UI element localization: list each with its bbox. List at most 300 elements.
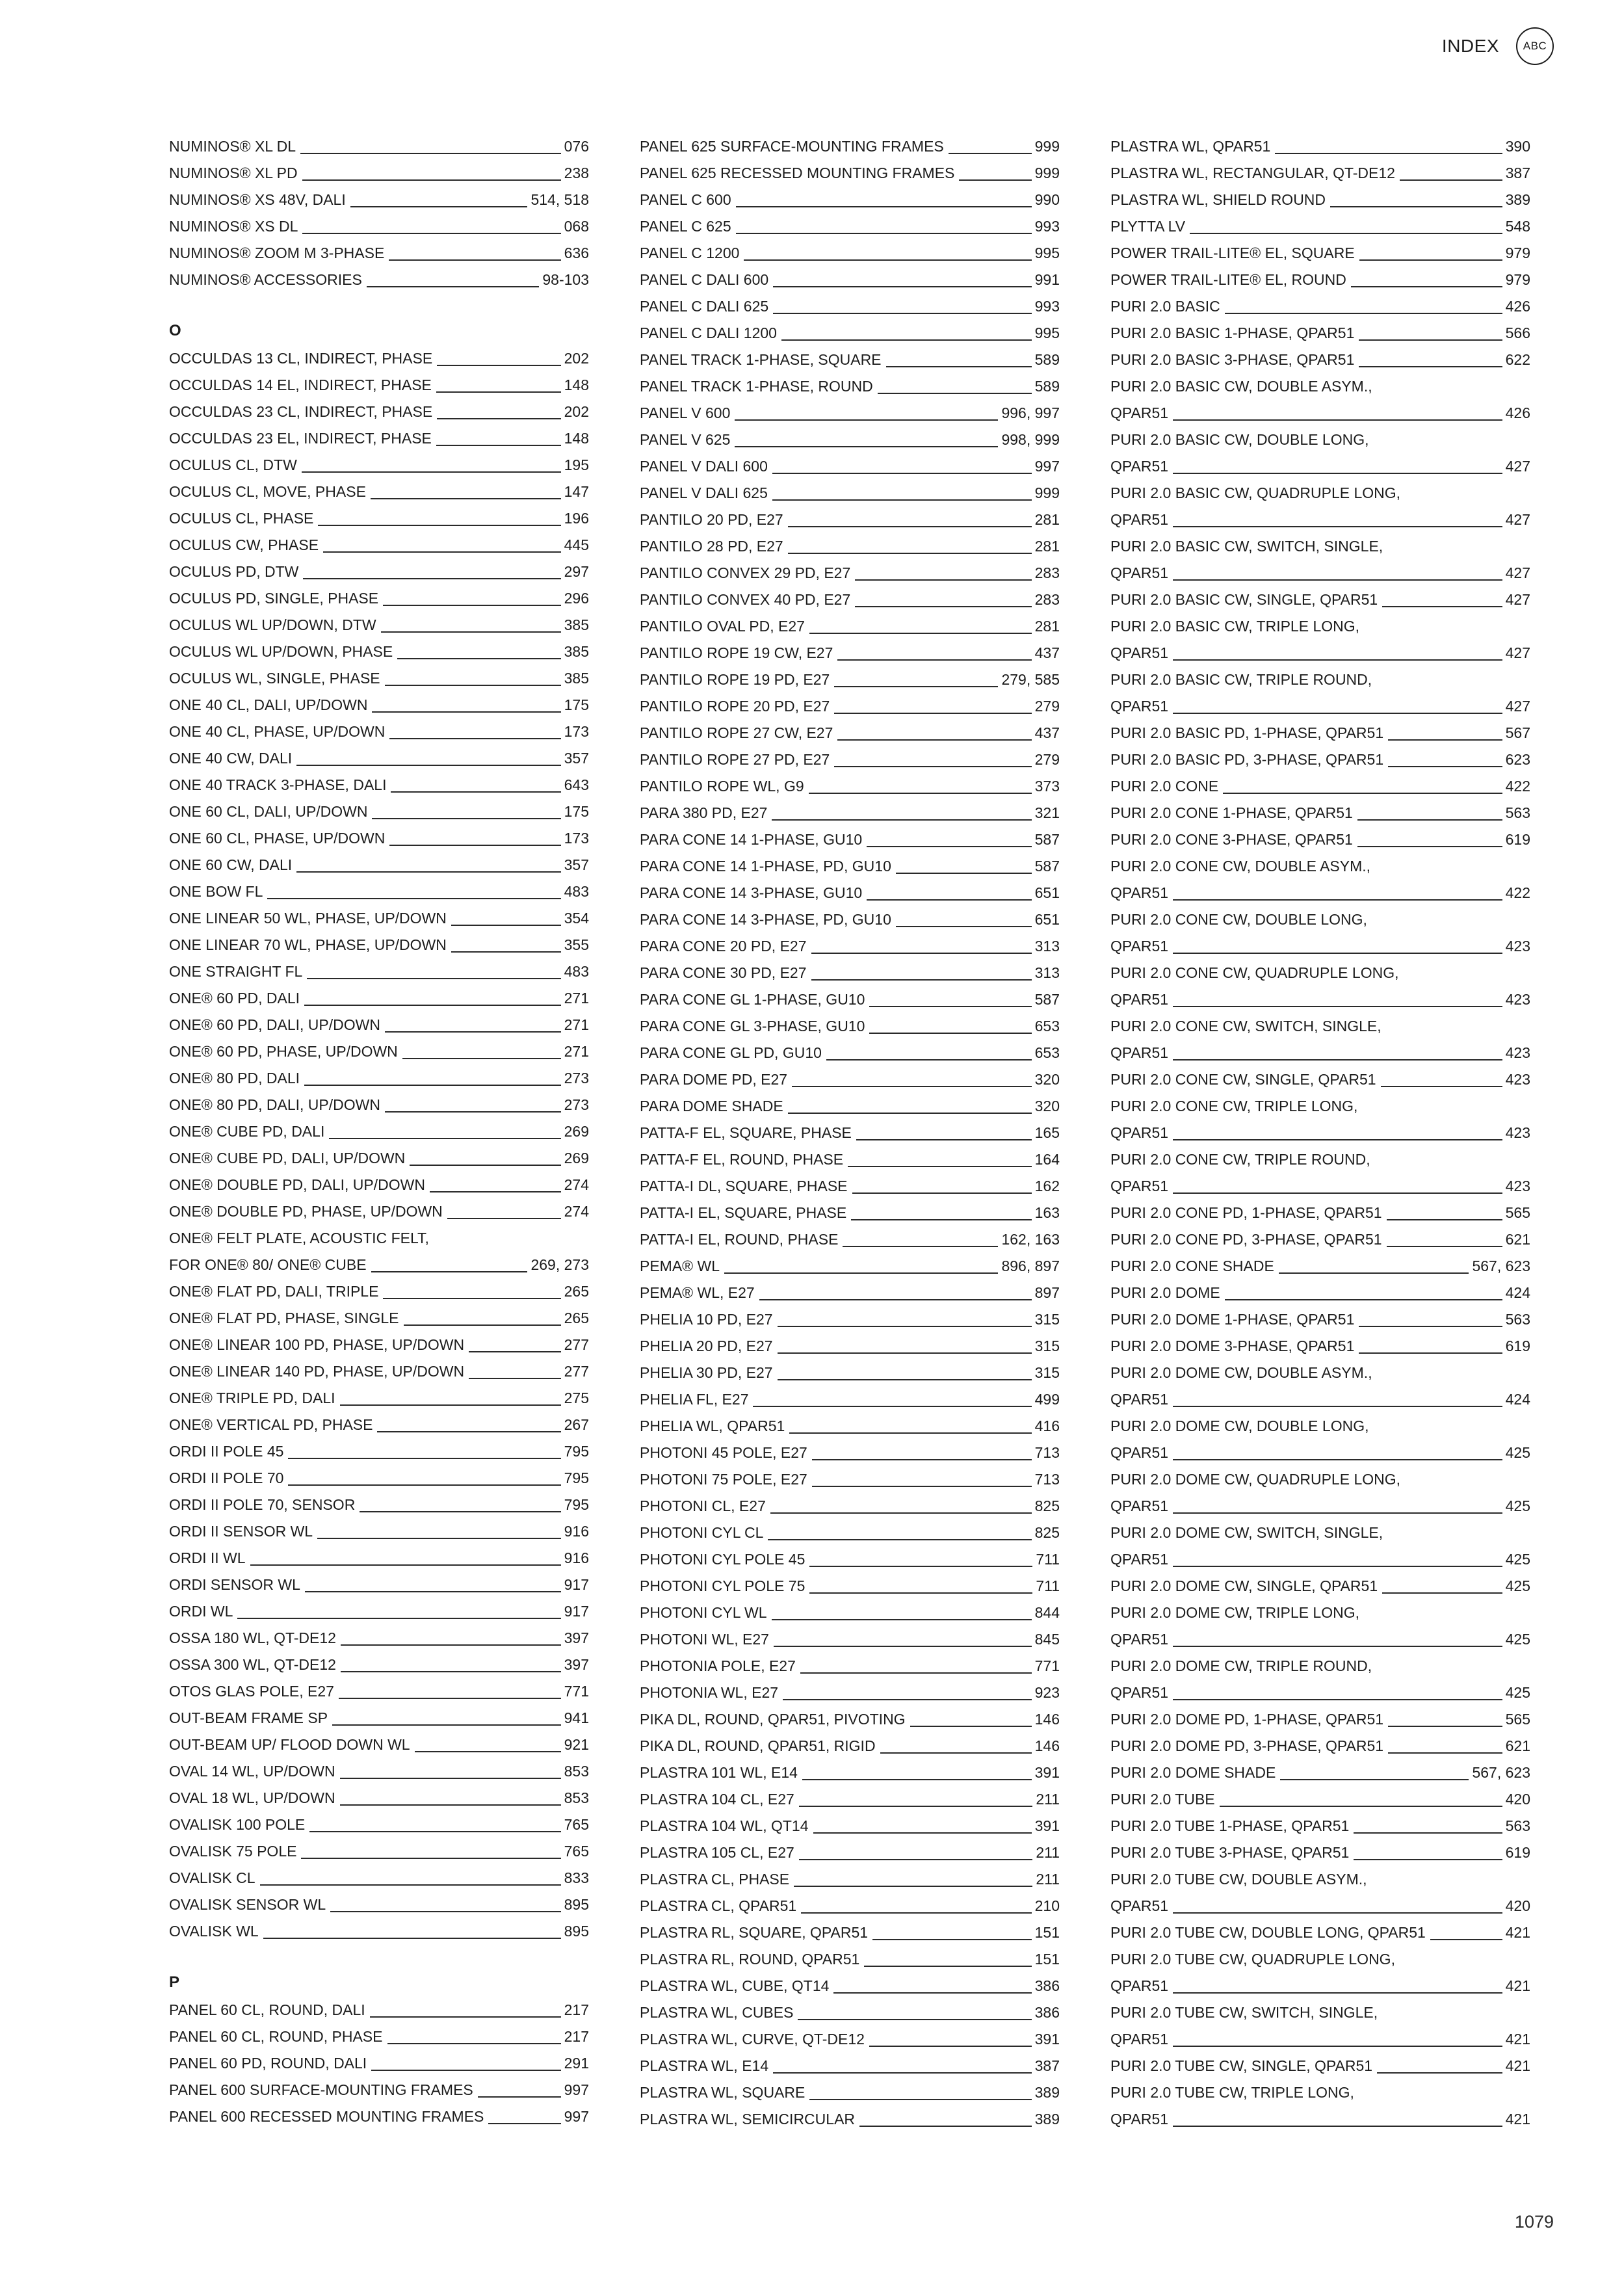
leader-line (1279, 1272, 1469, 1274)
entry-label: PARA CONE 14 1-PHASE, GU10 (640, 831, 863, 848)
entry-page-number: 996, 997 (1001, 404, 1060, 421)
entry-label: PHOTONI CYL POLE 45 (640, 1551, 805, 1568)
index-entry (640, 693, 1060, 720)
entry-label: QPAR51 (1110, 1444, 1169, 1461)
leader-line (451, 925, 561, 926)
index-entry (640, 1066, 1060, 1093)
entry-page-number: 771 (564, 1683, 589, 1700)
page-number: 1079 (1514, 2212, 1554, 2232)
entry-label: QPAR51 (1110, 938, 1169, 955)
entry-page-number: 713 (1034, 1444, 1060, 1461)
index-entry (169, 985, 589, 1012)
entry-label: OCULUS CW, PHASE (169, 536, 319, 553)
index-entry (1110, 1813, 1530, 1839)
index-entry (640, 240, 1060, 267)
index-entry (640, 773, 1060, 800)
index-entry (1110, 1226, 1530, 1253)
leader-line (1173, 2126, 1502, 2127)
entry-label: PANEL V 625 (640, 431, 731, 448)
index-entry (1110, 1146, 1530, 1173)
entry-label: ORDI WL (169, 1603, 233, 1620)
entry-page-number: 265 (564, 1283, 589, 1300)
entry-label: PLASTRA RL, SQUARE, QPAR51 (640, 1924, 869, 1941)
leader-line (864, 1966, 1031, 1967)
leader-line (778, 1352, 1032, 1354)
leader-line (1388, 1752, 1502, 1754)
leader-line (1223, 793, 1502, 794)
entry-label: PURI 2.0 DOME SHADE (1110, 1764, 1276, 1781)
entry-label: PARA CONE 14 3-PHASE, GU10 (640, 884, 863, 901)
leader-line (469, 1378, 561, 1379)
leader-line (1173, 899, 1502, 901)
entry-label: PURI 2.0 BASIC CW, DOUBLE ASYM., (1110, 378, 1372, 395)
entry-label: PLASTRA WL, SQUARE (640, 2084, 805, 2101)
index-entry (169, 1012, 589, 1038)
leader-line (753, 1406, 1031, 1407)
leader-line (855, 606, 1031, 607)
entry-label: ONE® DOUBLE PD, DALI, UP/DOWN (169, 1176, 425, 1193)
entry-label: PURI 2.0 CONE CW, TRIPLE LONG, (1110, 1098, 1358, 1114)
leader-line (360, 1511, 560, 1512)
entry-label: PHELIA 10 PD, E27 (640, 1311, 773, 1328)
leader-line (1173, 659, 1502, 661)
entry-label: PIKA DL, ROUND, QPAR51, RIGID (640, 1737, 876, 1754)
entry-label: ONE BOW FL (169, 883, 263, 900)
leader-line (736, 233, 1032, 234)
leader-line (1275, 153, 1502, 154)
index-entry (640, 1493, 1060, 1520)
entry-label: PURI 2.0 BASIC CW, QUADRUPLE LONG, (1110, 484, 1401, 501)
entry-page-number: 483 (564, 883, 589, 900)
section-letter: O (169, 322, 181, 339)
entry-page-number: 998, 999 (1001, 431, 1060, 448)
entry-page-number: 425 (1505, 1551, 1530, 1568)
entry-label: PURI 2.0 CONE CW, QUADRUPLE LONG, (1110, 964, 1399, 981)
index-entry (1110, 1066, 1530, 1093)
index-entry (640, 853, 1060, 880)
index-entry (169, 718, 589, 745)
index-entry (640, 1280, 1060, 1306)
entry-label: PURI 2.0 TUBE CW, DOUBLE ASYM., (1110, 1871, 1367, 1888)
entry-page-number: 427 (1505, 698, 1530, 715)
index-entry (1110, 800, 1530, 826)
entry-page-number: 423 (1505, 938, 1530, 955)
leader-line (772, 499, 1032, 501)
entry-label: PURI 2.0 BASIC CW, TRIPLE ROUND, (1110, 671, 1372, 688)
entry-label: ONE 60 CL, PHASE, UP/DOWN (169, 830, 386, 847)
index-entry (169, 1518, 589, 1545)
section-letter: P (169, 1973, 180, 1991)
leader-line (1220, 1806, 1502, 1807)
leader-line (1173, 1192, 1502, 1194)
entry-page-number: 387 (1034, 2057, 1060, 2074)
index-entry (1110, 1280, 1530, 1306)
entry-page-number: 993 (1034, 298, 1060, 315)
index-entry (169, 1385, 589, 1412)
entry-page-number: 274 (564, 1176, 589, 1193)
leader-line (341, 1671, 561, 1672)
entry-page-number: 357 (564, 856, 589, 873)
index-entry (640, 1813, 1060, 1839)
index-entry (169, 1572, 589, 1598)
entry-label: PARA CONE GL 3-PHASE, GU10 (640, 1018, 865, 1034)
entry-page-number: 420 (1505, 1897, 1530, 1914)
leader-line (910, 1726, 1032, 1727)
entry-label: PANTILO ROPE 19 CW, E27 (640, 644, 833, 661)
entry-page-number: 195 (564, 456, 589, 473)
entry-page-number: 621 (1505, 1231, 1530, 1248)
entry-label: ONE® CUBE PD, DALI (169, 1123, 325, 1140)
index-entry (1110, 267, 1530, 293)
leader-line (812, 1459, 1032, 1460)
index-entry (169, 1252, 589, 1278)
leader-line (809, 1566, 1032, 1567)
index-entry (640, 1946, 1060, 1973)
leader-line (872, 1939, 1032, 1940)
entry-page-number: 196 (564, 510, 589, 527)
entry-label: OVALISK 100 POLE (169, 1816, 306, 1833)
index-entry (169, 1305, 589, 1332)
leader-line (387, 2043, 561, 2044)
leader-line (1382, 606, 1502, 607)
leader-line (773, 286, 1031, 287)
entry-label: PANEL V DALI 625 (640, 484, 768, 501)
entry-page-number: 897 (1034, 1284, 1060, 1301)
entry-page-number: 427 (1505, 644, 1530, 661)
leader-line (260, 1884, 561, 1886)
leader-line (826, 1059, 1032, 1060)
entry-label: QPAR51 (1110, 698, 1169, 715)
index-entry (640, 1040, 1060, 1066)
entry-page-number: 425 (1505, 1444, 1530, 1461)
entry-page-number: 147 (564, 483, 589, 500)
entry-label: PATTA-I DL, SQUARE, PHASE (640, 1178, 848, 1194)
entry-page-number: 389 (1505, 191, 1530, 208)
entry-page-number: 162, 163 (1001, 1231, 1060, 1248)
leader-line (1173, 1912, 1502, 1914)
leader-line (415, 1751, 561, 1752)
entry-page-number: 279, 585 (1001, 671, 1060, 688)
entry-page-number: 274 (564, 1203, 589, 1220)
index-entry (169, 1145, 589, 1172)
leader-line (330, 1911, 560, 1912)
index-column-2 (640, 133, 1060, 2133)
entry-page-number: 267 (564, 1416, 589, 1433)
entry-label: QPAR51 (1110, 2111, 1169, 2128)
index-entry (169, 1678, 589, 1705)
entry-label: QPAR51 (1110, 564, 1169, 581)
entry-label: PANTILO ROPE 27 PD, E27 (640, 751, 830, 768)
entry-label: PURI 2.0 TUBE (1110, 1791, 1215, 1808)
leader-line (1359, 1352, 1502, 1354)
index-entry (640, 1120, 1060, 1146)
index-entry (640, 1200, 1060, 1226)
entry-page-number: 993 (1034, 218, 1060, 235)
index-entry (1110, 1999, 1530, 2026)
entry-label: QPAR51 (1110, 1551, 1169, 1568)
entry-page-number: 995 (1034, 324, 1060, 341)
entry-page-number: 651 (1034, 911, 1060, 928)
entry-label: POWER TRAIL-LITE® EL, ROUND (1110, 271, 1346, 288)
entry-label: ONE® 80 PD, DALI (169, 1070, 300, 1087)
entry-label: PURI 2.0 CONE (1110, 778, 1219, 795)
entry-page-number: 279 (1034, 698, 1060, 715)
entry-label: PURI 2.0 BASIC (1110, 298, 1220, 315)
index-entry (1110, 1893, 1530, 1919)
index-entry (640, 267, 1060, 293)
index-entry (640, 1013, 1060, 1040)
entry-page-number: 999 (1034, 484, 1060, 501)
entry-label: PURI 2.0 BASIC PD, 1-PHASE, QPAR51 (1110, 724, 1384, 741)
entry-label: PANTILO CONVEX 40 PD, E27 (640, 591, 851, 608)
entry-label: QPAR51 (1110, 644, 1169, 661)
index-entry (1110, 1680, 1530, 1706)
leader-line (781, 339, 1032, 341)
entry-page-number: 979 (1505, 244, 1530, 261)
index-entry (169, 1891, 589, 1918)
entry-page-number: 151 (1034, 1924, 1060, 1941)
index-entry (1110, 986, 1530, 1013)
index-entry (640, 666, 1060, 693)
index-entry (1110, 826, 1530, 853)
entry-label: OCULUS PD, SINGLE, PHASE (169, 590, 379, 607)
entry-page-number: 269, 273 (530, 1256, 589, 1273)
entry-page-number: 979 (1505, 271, 1530, 288)
entry-page-number: 424 (1505, 1284, 1530, 1301)
entry-label: PURI 2.0 CONE CW, SINGLE, QPAR51 (1110, 1071, 1376, 1088)
index-entry (169, 692, 589, 718)
entry-label: NUMINOS® XS DL (169, 218, 298, 235)
entry-label: OVALISK CL (169, 1869, 255, 1886)
index-entry (1110, 1866, 1530, 1893)
index-entry (640, 906, 1060, 933)
entry-label: PANTILO CONVEX 29 PD, E27 (640, 564, 851, 581)
entry-label: PHOTONI CYL WL (640, 1604, 767, 1621)
entry-label: NUMINOS® XS 48V, DALI (169, 191, 346, 208)
entry-label: PANEL C 625 (640, 218, 731, 235)
entry-page-number: 941 (564, 1709, 589, 1726)
leader-line (478, 2096, 561, 2098)
leader-line (801, 1912, 1031, 1914)
leader-line (774, 1646, 1032, 1647)
entry-label: PURI 2.0 DOME 1-PHASE, QPAR51 (1110, 1311, 1355, 1328)
leader-line (1190, 233, 1502, 234)
index-entry (640, 1146, 1060, 1173)
entry-page-number: 387 (1505, 165, 1530, 181)
entry-page-number: 321 (1034, 804, 1060, 821)
index-entry (169, 1465, 589, 1492)
entry-page-number: 563 (1505, 1311, 1530, 1328)
leader-line (788, 526, 1032, 527)
index-entry (1110, 1653, 1530, 1680)
entry-label: PURI 2.0 BASIC 3-PHASE, QPAR51 (1110, 351, 1355, 368)
index-entry (169, 2077, 589, 2103)
entry-page-number: 175 (564, 696, 589, 713)
leader-line (1173, 2046, 1502, 2047)
leader-line (896, 926, 1032, 927)
leader-line (1173, 526, 1502, 527)
leader-line (949, 153, 1032, 154)
entry-label: QPAR51 (1110, 1178, 1169, 1194)
entry-page-number: 589 (1034, 378, 1060, 395)
entry-page-number: 391 (1034, 1764, 1060, 1781)
leader-line (385, 685, 561, 686)
entry-label: PANEL TRACK 1-PHASE, SQUARE (640, 351, 882, 368)
entry-label: ONE® DOUBLE PD, PHASE, UP/DOWN (169, 1203, 443, 1220)
entry-label: PURI 2.0 CONE 1-PHASE, QPAR51 (1110, 804, 1353, 821)
entry-label: ONE 60 CW, DALI (169, 856, 293, 873)
entry-label: OCULUS WL UP/DOWN, DTW (169, 616, 376, 633)
entry-label: PLASTRA WL, SEMICIRCULAR (640, 2111, 856, 2128)
leader-line (296, 765, 560, 766)
entry-label: PANTILO ROPE 20 PD, E27 (640, 698, 830, 715)
entry-label: PARA CONE GL 1-PHASE, GU10 (640, 991, 865, 1008)
index-entry (1110, 1440, 1530, 1466)
entry-page-number: 990 (1034, 191, 1060, 208)
index-entry (1110, 133, 1530, 160)
leader-line (1400, 179, 1502, 181)
entry-label: PURI 2.0 DOME CW, DOUBLE LONG, (1110, 1417, 1369, 1434)
leader-line (447, 1218, 561, 1219)
entry-page-number: 427 (1505, 591, 1530, 608)
entry-page-number: 175 (564, 803, 589, 820)
entry-page-number: 162 (1034, 1178, 1060, 1194)
entry-label: PARA 380 PD, E27 (640, 804, 768, 821)
entry-label: PANTILO 28 PD, E27 (640, 538, 783, 555)
entry-page-number: 269 (564, 1150, 589, 1166)
entry-page-number: 423 (1505, 1044, 1530, 1061)
entry-label: QPAR51 (1110, 884, 1169, 901)
leader-line (867, 846, 1031, 847)
index-entry (640, 1306, 1060, 1333)
entry-page-number: 621 (1505, 1737, 1530, 1754)
entry-label: PHOTONI CYL CL (640, 1524, 764, 1541)
leader-line (811, 979, 1032, 981)
entry-page-number: 385 (564, 670, 589, 687)
entry-page-number: 217 (564, 2028, 589, 2045)
entry-label: PURI 2.0 CONE SHADE (1110, 1258, 1274, 1274)
entry-page-number: 271 (564, 990, 589, 1007)
entry-label: PURI 2.0 CONE CW, SWITCH, SINGLE, (1110, 1018, 1382, 1034)
entry-page-number: 999 (1034, 138, 1060, 155)
entry-label: OCULUS CL, PHASE (169, 510, 314, 527)
entry-label: QPAR51 (1110, 458, 1169, 475)
leader-line (372, 711, 560, 713)
entry-page-number: 427 (1505, 564, 1530, 581)
entry-page-number: 997 (564, 2108, 589, 2125)
index-entry (169, 505, 589, 532)
index-entry (1110, 1013, 1530, 1040)
entry-page-number: 279 (1034, 751, 1060, 768)
entry-page-number: 273 (564, 1096, 589, 1113)
entry-page-number: 269 (564, 1123, 589, 1140)
leader-line (250, 1564, 561, 1566)
entry-page-number: 567 (1505, 724, 1530, 741)
leader-line (1173, 1699, 1502, 1700)
index-entry (640, 1706, 1060, 1733)
leader-line (350, 206, 528, 207)
entry-label: ORDI II POLE 70 (169, 1469, 284, 1486)
leader-line (381, 631, 561, 633)
leader-line (301, 1858, 560, 1859)
entry-page-number: 483 (564, 963, 589, 980)
entry-page-number: 385 (564, 643, 589, 660)
index-entry (1110, 666, 1530, 693)
index-entry (1110, 1706, 1530, 1733)
leader-line (340, 1778, 561, 1779)
index-entry (640, 347, 1060, 373)
leader-line (869, 2046, 1032, 2047)
leader-line (851, 1219, 1031, 1220)
entry-label: ORDI II WL (169, 1549, 246, 1566)
entry-label: POWER TRAIL-LITE® EL, SQUARE (1110, 244, 1355, 261)
leader-line (848, 1166, 1032, 1167)
index-entry (1110, 347, 1530, 373)
index-entry (640, 480, 1060, 507)
index-entry (169, 2103, 589, 2130)
entry-label: OCCULDAS 13 CL, INDIRECT, PHASE (169, 350, 433, 367)
index-entry (1110, 480, 1530, 507)
entry-label: PURI 2.0 DOME CW, TRIPLE LONG, (1110, 1604, 1359, 1621)
entry-page-number: 210 (1034, 1897, 1060, 1914)
leader-line (263, 1938, 561, 1939)
leader-line (296, 871, 560, 873)
index-entry (1110, 2026, 1530, 2053)
entry-label: PURI 2.0 CONE 3-PHASE, QPAR51 (1110, 831, 1353, 848)
leader-line (329, 1138, 560, 1139)
index-entry (640, 613, 1060, 640)
entry-page-number: 426 (1505, 298, 1530, 315)
page-header (1442, 27, 1554, 65)
index-entry (1110, 507, 1530, 533)
entry-page-number: 923 (1034, 1684, 1060, 1701)
entry-label: PARA CONE 20 PD, E27 (640, 938, 807, 955)
entry-page-number: 148 (564, 376, 589, 393)
entry-page-number: 277 (564, 1363, 589, 1380)
index-entry (169, 958, 589, 985)
leader-line (1173, 1566, 1502, 1567)
entry-page-number: 291 (564, 2055, 589, 2072)
entry-label: PURI 2.0 BASIC PD, 3-PHASE, QPAR51 (1110, 751, 1384, 768)
index-entry (640, 560, 1060, 586)
leader-line (1173, 953, 1502, 954)
index-entry (1110, 1600, 1530, 1626)
entry-label: PANEL 60 PD, ROUND, DALI (169, 2055, 367, 2072)
entry-label: PATTA-I EL, SQUARE, PHASE (640, 1204, 847, 1221)
leader-line (1387, 1219, 1502, 1220)
index-entry (169, 532, 589, 559)
entry-label: PANEL C DALI 625 (640, 298, 769, 315)
leader-line (859, 2126, 1032, 2127)
index-entry (1110, 320, 1530, 347)
leader-line (397, 658, 560, 659)
entry-label: PLASTRA CL, PHASE (640, 1871, 790, 1888)
entry-label: PHOTONI WL, E27 (640, 1631, 769, 1648)
entry-page-number: 566 (1505, 324, 1530, 341)
index-entry (169, 1918, 589, 1945)
entry-label: PEMA® WL, E27 (640, 1284, 755, 1301)
index-entry (1110, 1759, 1530, 1786)
index-entry (640, 880, 1060, 906)
leader-line (1388, 1726, 1502, 1727)
entry-page-number: 275 (564, 1390, 589, 1406)
entry-page-number: 315 (1034, 1364, 1060, 1381)
index-entry (640, 373, 1060, 400)
index-entry (640, 1759, 1060, 1786)
entry-page-number: 587 (1034, 858, 1060, 875)
index-entry (1110, 720, 1530, 746)
leader-line (778, 1379, 1032, 1380)
